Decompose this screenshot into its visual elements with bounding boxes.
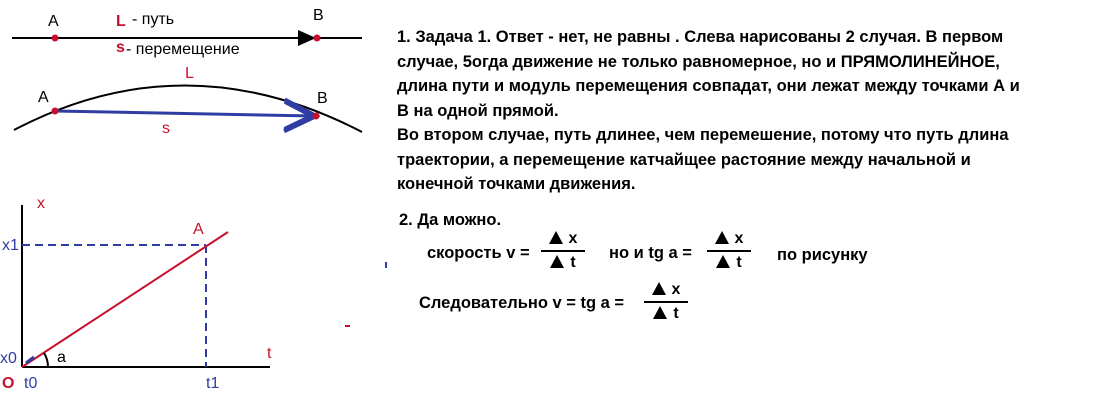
point-b-label: B xyxy=(313,7,324,24)
path-symbol-2: L xyxy=(185,65,194,82)
x0-label: x0 xyxy=(0,350,17,367)
point-b-dot xyxy=(314,35,321,42)
fraction-numerator: x xyxy=(734,230,744,247)
answer-2-heading: 2. Да можно. xyxy=(399,211,502,229)
y-axis-label: x xyxy=(37,195,45,212)
straight-path-diagram xyxy=(12,7,362,58)
curved-path-diagram xyxy=(14,65,362,137)
delta-icon xyxy=(653,306,667,319)
answer-1-text xyxy=(397,25,1097,197)
by-figure-text: по рисунку xyxy=(777,246,868,264)
t0-label: t0 xyxy=(24,375,38,392)
tg-formula-prefix: но и tg a = xyxy=(609,244,692,262)
conclusion-prefix: Следовательно v = tg a = xyxy=(419,294,625,312)
tg-fraction xyxy=(707,229,751,273)
fraction-bar xyxy=(707,250,751,252)
answer-1-line: конечной точками движения. xyxy=(397,175,636,193)
point-a-label-2: A xyxy=(38,89,49,106)
angle-label: a xyxy=(57,349,66,366)
answer-1-line: случае, 5огда движение не только равномерное, но и ПРЯМОЛИНЕЙНОЕ, xyxy=(397,52,1000,71)
angle-arc xyxy=(44,353,48,367)
answer-1-line: В на одной прямой. xyxy=(397,101,559,120)
answer-1-line: Во втором случае, путь длинее, чем перемешение, потому что путь длина xyxy=(397,126,1009,144)
conclusion-fraction xyxy=(644,280,688,324)
coordinate-graph xyxy=(0,195,272,392)
displacement-text: - перемещение xyxy=(126,41,240,58)
point-b-label-2: B xyxy=(317,90,328,107)
graph-point-a-label: A xyxy=(193,221,204,238)
fraction-denominator: t xyxy=(736,254,742,271)
point-a-label: A xyxy=(48,13,59,30)
x-axis-label: t xyxy=(267,345,272,362)
t1-label: t1 xyxy=(206,375,220,392)
origin-label: O xyxy=(2,375,15,392)
speed-fraction xyxy=(541,229,585,273)
fraction-denominator: t xyxy=(570,254,576,271)
motion-line xyxy=(22,232,228,367)
fraction-bar xyxy=(541,250,585,252)
point-b-dot-2 xyxy=(313,113,320,120)
answer-1-line: траектории, а перемещение катчайщее растояние между начальной и xyxy=(397,150,971,169)
displacement-symbol: s xyxy=(116,39,125,56)
path-text: - путь xyxy=(132,11,175,28)
x1-label: x1 xyxy=(2,237,19,254)
delta-icon xyxy=(652,282,666,295)
fraction-denominator: t xyxy=(673,305,679,322)
answer-1-line: 1. Задача 1. Ответ - нет, не равны . Слева нарисованы 2 случая. В первом xyxy=(397,28,1004,46)
delta-icon xyxy=(715,231,729,244)
fraction-bar xyxy=(644,301,688,303)
delta-icon xyxy=(550,255,564,268)
fraction-numerator: x xyxy=(568,230,578,247)
delta-icon xyxy=(549,231,563,244)
fraction-numerator: x xyxy=(671,281,681,298)
point-a-dot xyxy=(52,35,59,42)
speed-formula-prefix: скорость v = xyxy=(427,244,530,262)
displacement-symbol-2: s xyxy=(162,120,170,137)
displacement-vector xyxy=(55,111,314,116)
curved-trajectory xyxy=(14,85,362,132)
delta-icon xyxy=(716,255,730,268)
path-symbol: L xyxy=(116,13,126,30)
point-a-dot-2 xyxy=(52,108,59,115)
answer-1-line: длина пути и модуль перемещения совпадат, они лежат между точками А и xyxy=(397,77,1020,95)
